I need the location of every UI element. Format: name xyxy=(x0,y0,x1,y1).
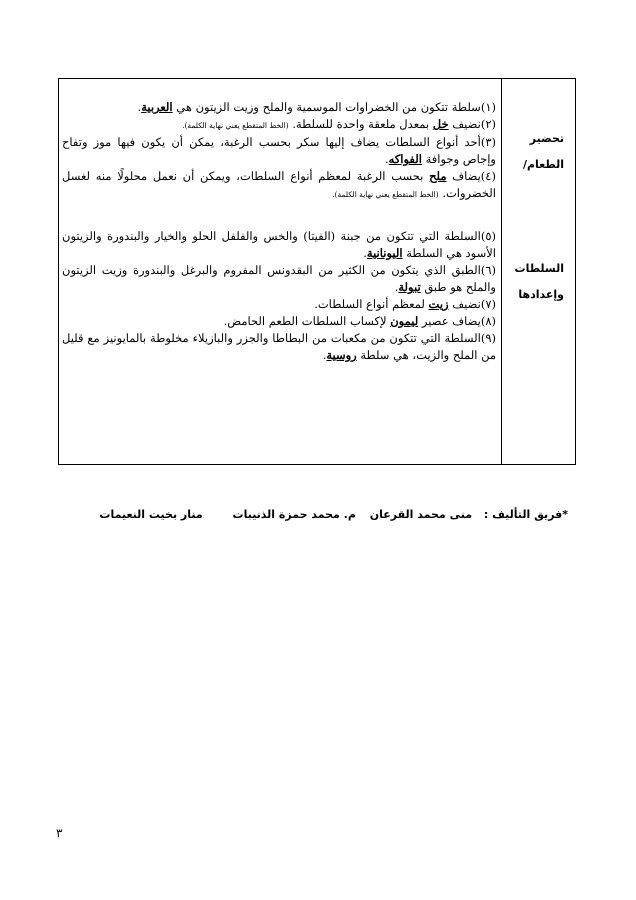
question-group-1 xyxy=(62,99,496,203)
authors-label: *فريق التأليف : xyxy=(483,508,568,521)
authors-line xyxy=(68,508,568,521)
question-item xyxy=(62,296,496,313)
question-number: (٥) xyxy=(480,229,496,243)
question-text: سلطة تتكون من الخضراوات الموسمية والملح وزيت الزيتون هي xyxy=(172,100,481,114)
question-text-end: بحسب الرغبة لمعظم أنواع السلطات، ويمكن أن نعمل محلولًا منه لغسل الخضروات. xyxy=(62,169,496,200)
question-text-end: لإكساب السلطات الطعم الحامض. xyxy=(223,314,391,328)
question-item xyxy=(62,262,496,296)
question-text: يضاف xyxy=(446,169,481,183)
side-label-line: الطعام/ xyxy=(522,158,564,171)
answer-keyword: زيت xyxy=(428,297,449,311)
question-item xyxy=(62,134,496,168)
side-label-food-prep xyxy=(494,126,564,178)
side-label-line: السلطات xyxy=(514,262,564,275)
question-number: (٤) xyxy=(480,169,496,183)
question-text: أحد أنواع السلطات يضاف إليها سكر بحسب الرغبة، يمكن أن يكون فيها موز وتفاح وإجاص وجوافة xyxy=(62,135,496,166)
question-text-end: بمعدل ملعقة واحدة للسلطة. xyxy=(288,117,433,131)
answer-keyword: روسية xyxy=(326,348,357,362)
dashed-line-note: (الخط المتقطع يعني نهاية الكلمة). xyxy=(332,190,439,199)
question-number: (٨) xyxy=(480,314,496,328)
question-item xyxy=(62,168,496,203)
question-text: الطبق الذي يتكون من الكثير من البقدونس المفروم والبرغل والبندورة وزيت الزيتون والملح هو طبق xyxy=(62,263,496,294)
question-number: (١) xyxy=(480,100,496,114)
side-label-line: تحضير xyxy=(529,132,564,145)
question-text-end: . xyxy=(385,152,389,166)
question-item xyxy=(62,313,496,330)
question-item xyxy=(62,99,496,116)
author-name: م. محمد حمزة الذنيبات xyxy=(232,508,356,521)
question-number: (٧) xyxy=(480,297,496,311)
question-text-end: لمعظم أنواع السلطات. xyxy=(314,297,429,311)
answer-keyword: ملح xyxy=(429,169,447,183)
answer-keyword: الفواكه xyxy=(388,152,422,166)
answer-keyword: تبولة xyxy=(398,280,421,294)
question-text-end: . xyxy=(363,246,367,260)
answer-keyword: ليمون xyxy=(390,314,419,328)
question-text: نضيف xyxy=(448,297,481,311)
question-item xyxy=(62,330,496,364)
question-text: نضيف xyxy=(448,117,481,131)
author-name: منار بخيت النعيمات xyxy=(99,508,203,521)
page-number: ٣ xyxy=(56,826,63,840)
side-label-line: وإعدادها xyxy=(518,288,564,301)
question-number: (٢) xyxy=(480,117,496,131)
answer-keyword: اليونانية xyxy=(366,246,403,260)
dashed-line-note: (الخط المتقطع يعني نهاية الكلمة). xyxy=(182,121,289,130)
author-name: منى محمد القرعان xyxy=(369,508,472,521)
question-text-end: . xyxy=(137,100,142,114)
question-text-end: . xyxy=(322,348,327,362)
question-item xyxy=(62,228,496,262)
question-item xyxy=(62,116,496,134)
side-label-salads xyxy=(494,256,564,308)
question-number: (٣) xyxy=(480,135,496,149)
question-group-2 xyxy=(62,228,496,364)
question-number: (٩) xyxy=(480,331,496,345)
question-text: السلطة التي تتكون من مكعبات من البطاطا والجزر والبازيلاء مخلوطة بالمايونيز مع قليل من الملح والزيت، هي سلطة xyxy=(62,331,496,362)
question-text-end: . xyxy=(394,280,399,294)
answer-keyword: العربية xyxy=(141,100,173,114)
answer-keyword: خل xyxy=(432,117,449,131)
question-number: (٦) xyxy=(480,263,496,277)
question-text: يضاف عصير xyxy=(418,314,481,328)
question-text: السلطة التي تتكون من جبنة (الفيتا) والخس والفلفل الحلو والخيار والبندورة والزيتون الأسود هي السلطة xyxy=(62,229,496,260)
